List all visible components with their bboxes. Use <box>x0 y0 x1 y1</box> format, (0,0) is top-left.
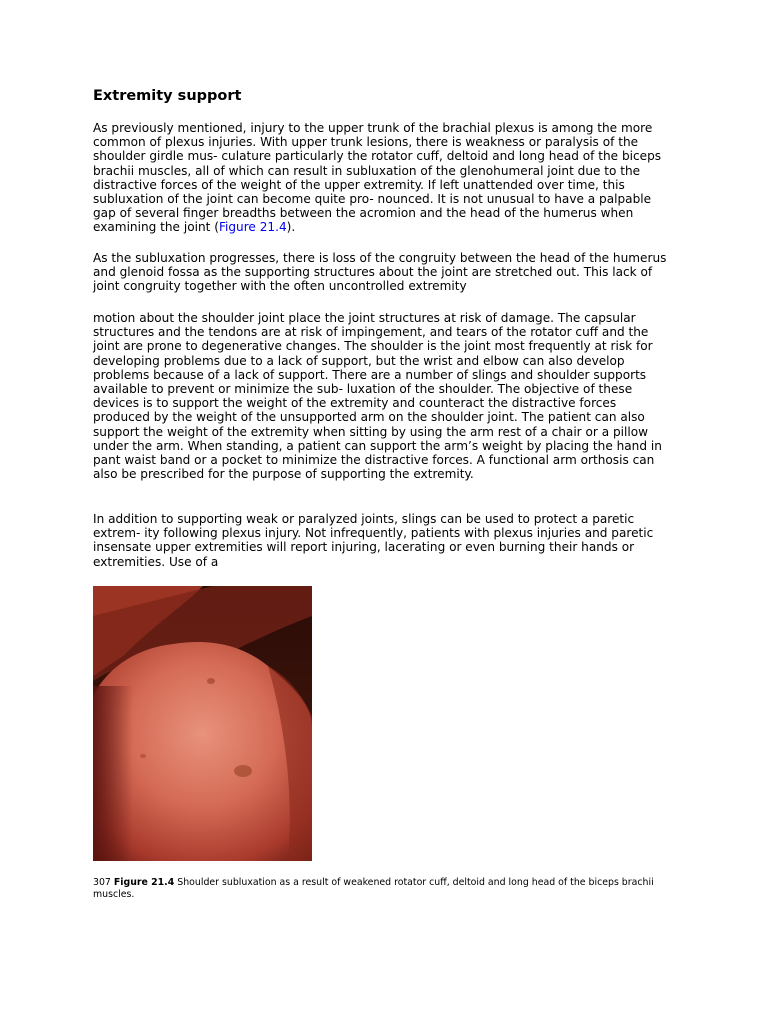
shoulder-subluxation-photo <box>93 586 312 861</box>
section-heading: Extremity support <box>93 88 242 104</box>
figure-21-4-link[interactable]: Figure 21.4 <box>218 220 287 235</box>
figure-label: Figure 21.4 <box>113 877 175 888</box>
paragraph-3: motion about the shoulder joint place the joint structures at risk of damage. The capsular structures and the tendons are at risk of impingement, and tears of the rotator cuff and the joint are prone to degenerative changes. The shoulder is the joint most frequently at risk for developing problems due to a lack of support, but the wrist and elbow can also develop problems because of a lack of support. There are a number of slings and shoulder supports available to prevent or minimize the sub- luxation of the shoulder. The objective of these devices is to support the weight of the extremity and counteract the distractive forces produced by the weight of the unsupported arm on the shoulder joint. The patient can also support the weight of the extremity when sitting by using the arm rest of a chair or a pillow under the arm. When standing, a patient can support the arm’s weight by placing the hand in pant waist band or a pocket to minimize the distractive forces. A functional arm orthosis can also be prescribed for the purpose of supporting the extremity. <box>93 311 662 482</box>
paragraph-2: As the subluxation progresses, there is loss of the congruity between the head of the humerus and glenoid fossa as the supporting structures about the joint are stretched out. This lack of joint congruity together with the often uncontrolled extremity <box>93 251 667 294</box>
paragraph-1-end: ). <box>286 220 296 235</box>
figure-caption <box>93 877 675 900</box>
figure-page-number: 307 <box>93 877 111 888</box>
paragraph-4: In addition to supporting weak or paralyzed joints, slings can be used to protect a paretic extrem- ity following plexus injury. Not infrequently, patients with plexus injuries and paretic insensate upper extremities will report injuring, lacerating or even burning their hands or extremities. Use of a <box>93 512 654 569</box>
paragraph-1 <box>93 121 675 235</box>
figure-caption-text: Shoulder subluxation as a result of weakened rotator cuff, deltoid and long head of the biceps brachii muscles. <box>93 877 654 900</box>
paragraph-1-text: As previously mentioned, injury to the upper trunk of the brachial plexus is among the more common of plexus injuries. With upper trunk lesions, there is weakness or paralysis of the shoulder girdle mus- culature particularly the rotator cuff, deltoid and long head of the biceps brachii muscles, all of which can result in subluxation of the glenohumeral joint due to the distractive forces of the weight of the upper extremity. If left unattended over time, this subluxation of the joint can become quite pro- nounced. It is not unusual to have a palpable gap of several finger breadths between the acromion and the head of the humerus when examining the joint ( <box>93 121 662 235</box>
